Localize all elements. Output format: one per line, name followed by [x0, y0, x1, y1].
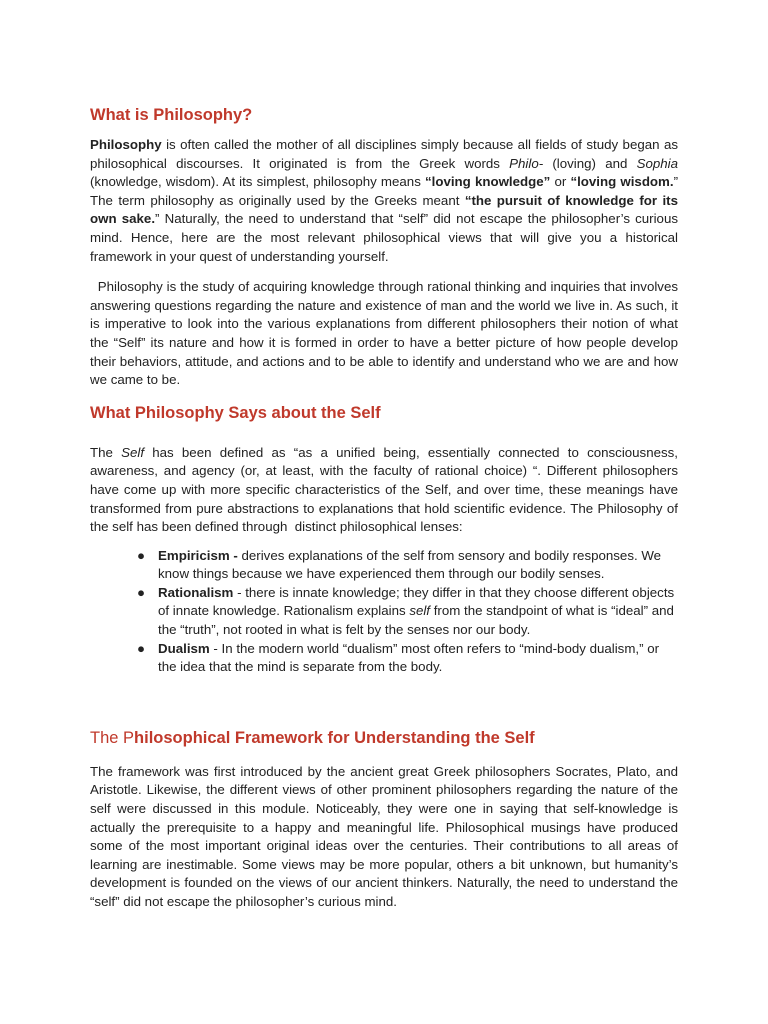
text-span: - In the modern world “dualism” most often refers to “mind-body dualism,” or the idea that the mind is separate from the body.: [158, 640, 660, 675]
heading-what-is-philosophy: What is Philosophy?: [90, 106, 253, 124]
philosophical-lenses-list: [90, 547, 678, 677]
heading-prefix: The P: [90, 728, 135, 747]
term-philo: Philo-: [509, 155, 544, 171]
text-span: The: [90, 444, 122, 460]
heading-philosophical-framework: [90, 727, 678, 749]
heading-philosophy-self: What Philosophy Says about the Self: [90, 403, 381, 422]
text-span: (knowledge, wisdom). At its simplest, philosophy means: [90, 174, 425, 190]
list-item-rationalism: [137, 584, 678, 640]
paragraph-philosophy-study: Philosophy is the study of acquiring knowledge through rational thinking and inquiries that involves answering questions regarding the nature and existence of man and the world we live in. As such, it is imperative to look into the various explanations from different philosophers their notion of what the “Self” its nature and how it is formed in order to have a better picture of how people develop their behaviors, attitude, and actions and to be able to identify and understand who we are and how we came to be.: [90, 279, 678, 388]
paragraph-philosophy-definition: [90, 136, 678, 266]
paragraph-self-definition: [90, 444, 678, 537]
term-loving-wisdom: “loving wisdom.: [570, 174, 674, 190]
term-self-italic: self: [409, 603, 431, 619]
term-dualism: Dualism: [158, 640, 210, 656]
text-span: or: [550, 174, 571, 190]
text-span: - there is innate knowledge; they differ in that they choose different objects of innate knowledge. Rationalism explains: [158, 584, 675, 619]
term-rationalism: Rationalism: [158, 584, 234, 600]
term-sophia: Sophia: [636, 155, 678, 171]
term-self: Self: [121, 444, 145, 460]
term-philosophy: Philosophy: [90, 137, 162, 152]
text-span: from the standpoint of what is “ideal” and the “truth”, not rooted in what is felt by the senses nor our body.: [158, 603, 674, 638]
list-item-dualism: [137, 640, 678, 677]
bullet-icon: ●: [137, 584, 146, 600]
text-span: ” Naturally, the need to understand that “self” did not escape the philosopher’s curious mind. Hence, here are the most relevant philosophical views that will give you a historical framework in your quest of understanding yourself.: [90, 211, 678, 264]
paragraph-framework: The framework was first introduced by the ancient great Greek philosophers Socrates, Plato, and Aristotle. Likewise, the different views of other prominent philosophers regarding the nature of the self were discussed in this module. Noticeably, they were one in saying that self-knowledge is actually the prerequisite to a happy and meaningful life. Philosophical musings have produced some of the most important original ideas over the centuries. Their contributions to all areas of learning are inestimable. Some views may be more popular, others a bit unknown, but humanity’s development is founded on the views of our ancient thinkers. Naturally, the need to understand the “self” did not escape the philosopher’s curious mind.: [90, 763, 678, 909]
term-pursuit-of-knowledge: “the pursuit of knowledge for its own sake.: [90, 192, 678, 227]
bullet-icon: ●: [137, 547, 146, 563]
bullet-icon: ●: [137, 640, 146, 656]
text-span: (loving) and: [543, 155, 637, 171]
term-empiricism: Empiricism -: [158, 547, 238, 563]
heading-main: hilosophical Framework for Understanding the Self: [134, 728, 535, 747]
list-item-empiricism: [137, 547, 678, 584]
text-span: ” The term philosophy as originally used by the Greeks meant: [90, 174, 679, 208]
text-span: has been defined as “as a unified being, essentially connected to consciousness, awareness, and agency (or, at least, with the faculty of rational choice) “. Different philosophers have come up with more specific characteristics of the Self, and over time, these meanings have transformed from pure abstractions to explanations that hold scientific evidence. The Philosophy of the self has been defined through distinct philosophical lenses:: [90, 444, 678, 535]
term-loving-knowledge: “loving knowledge”: [425, 174, 551, 190]
text-span: is often called the mother of all disciplines simply because all fields of study began as philosophical discourses. It originated is from the Greek words: [90, 137, 678, 171]
text-span: derives explanations of the self from sensory and bodily responses. We know things because we have experienced them through our bodily senses.: [158, 547, 662, 582]
